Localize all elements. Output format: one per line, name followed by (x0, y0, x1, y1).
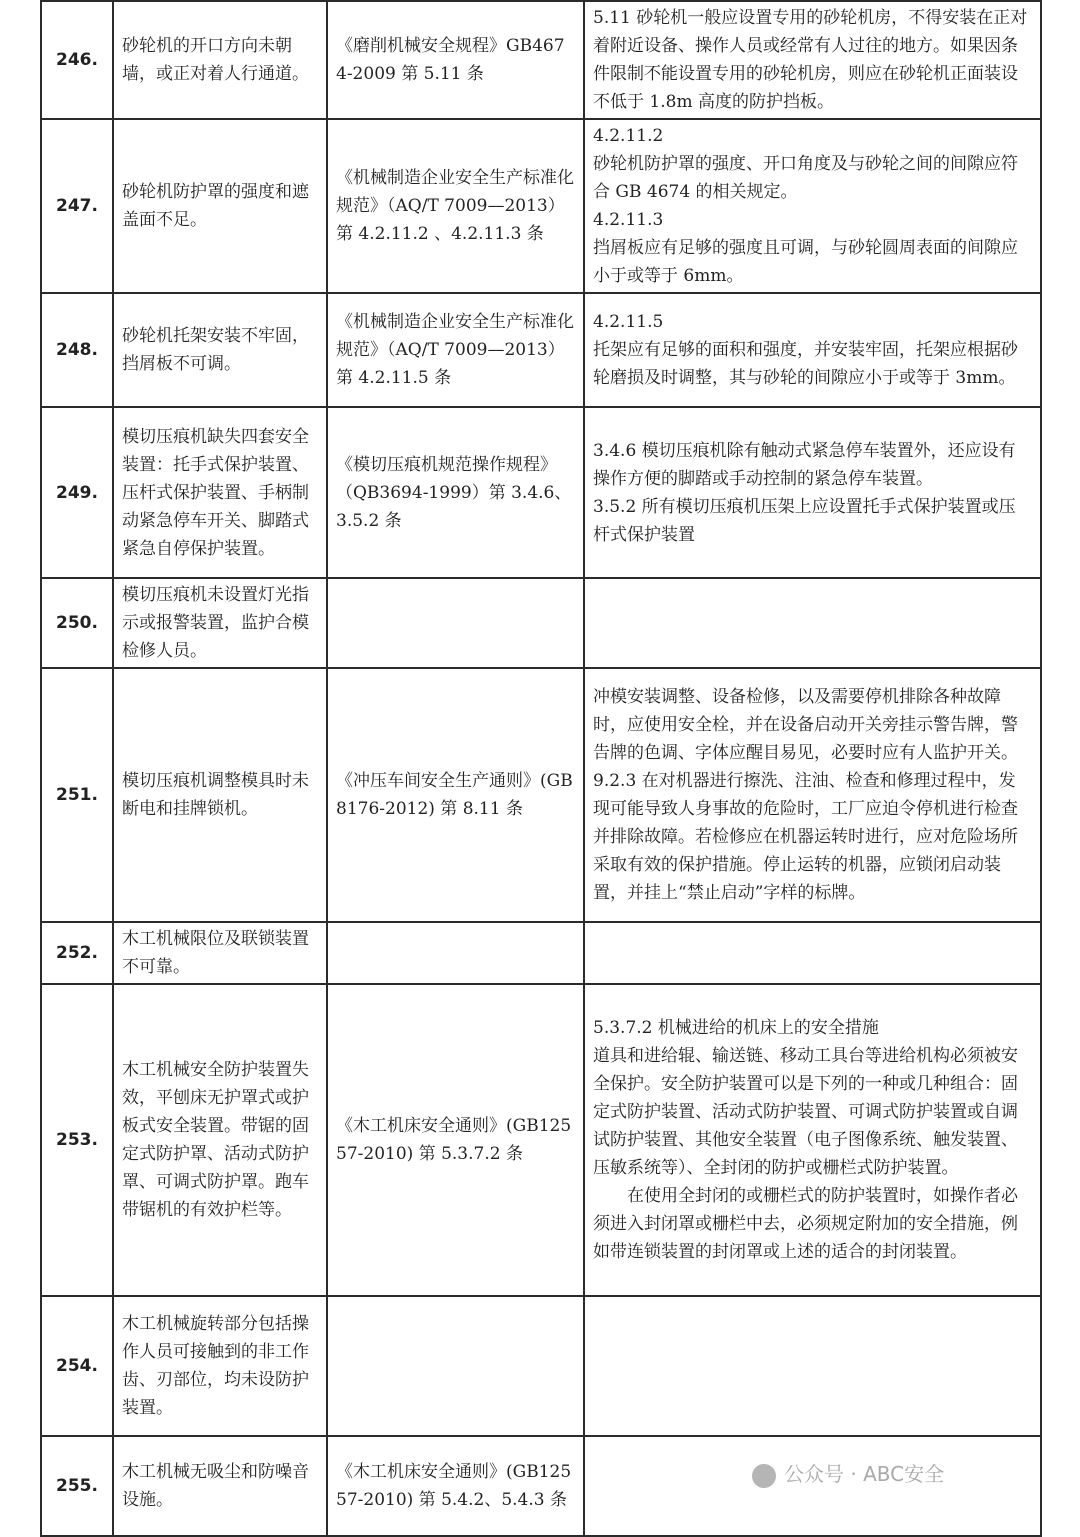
row-number: 255. (41, 1436, 113, 1536)
table-row (41, 1296, 1041, 1436)
hazard-description: 木工机械限位及联锁装置不可靠。 (113, 922, 327, 984)
requirement-text (584, 407, 1041, 578)
hazard-description: 砂轮机防护罩的强度和遮盖面不足。 (113, 119, 327, 293)
table-row (41, 922, 1041, 984)
standard-reference: 《机械制造企业安全生产标准化规范》（AQ/T 7009—2013） 第 4.2.11.5 条 (327, 293, 584, 407)
hazard-description: 木工机械安全防护装置失效，平刨床无护罩式或护板式安全装置。带锯的固定式防护罩、活动式防护罩、可调式防护罩。跑车带锯机的有效护栏等。 (113, 984, 327, 1296)
table-row (41, 578, 1041, 668)
requirement-text (584, 1296, 1041, 1436)
hazard-table (40, 0, 1042, 1537)
standard-reference: 《冲压车间安全生产通则》(GB8176-2012) 第 8.11 条 (327, 668, 584, 922)
hazard-description: 木工机械无吸尘和防噪音设施。 (113, 1436, 327, 1536)
requirement-paragraph: 3.5.2 所有模切压痕机压架上应设置托手式保护装置或压杆式保护装置 (593, 496, 1016, 545)
requirement-text (584, 293, 1041, 407)
table-row (41, 1, 1041, 119)
standard-reference (327, 578, 584, 668)
requirement-paragraph: 托架应有足够的面积和强度，并安装牢固，托架应根据砂轮磨损及时调整，其与砂轮的间隙应小于或等于 3mm。 (593, 340, 1018, 388)
wechat-icon (752, 1464, 776, 1488)
standard-reference (327, 1296, 584, 1436)
row-number: 246. (41, 1, 113, 119)
row-number: 251. (41, 668, 113, 922)
standard-reference: 《木工机床安全通则》(GB12557-2010) 第 5.4.2、5.4.3 条 (327, 1436, 584, 1536)
row-number: 249. (41, 407, 113, 578)
table-row (41, 668, 1041, 922)
requirement-paragraph: 砂轮机防护罩的强度、开口角度及与砂轮之间的间隙应符合 GB 4674 的相关规定。 (593, 154, 1018, 202)
table-row (41, 293, 1041, 407)
hazard-description: 木工机械旋转部分包括操作人员可接触到的非工作齿、刃部位，均未设防护装置。 (113, 1296, 327, 1436)
requirement-paragraph: 3.4.6 模切压痕机除有触动式紧急停车装置外，还应设有操作方便的脚踏或手动控制的紧急停车装置。 (593, 440, 1016, 489)
row-number: 247. (41, 119, 113, 293)
standard-reference: 《机械制造企业安全生产标准化规范》（AQ/T 7009—2013） 第 4.2.11.2 、4.2.11.3 条 (327, 119, 584, 293)
standard-reference: 《木工机床安全通则》(GB12557-2010) 第 5.3.7.2 条 (327, 984, 584, 1296)
requirement-paragraph: 在使用全封闭的或栅栏式的防护装置时，如操作者必须进入封闭罩或栅栏中去，必须规定附加的安全措施，例如带连锁装置的封闭罩或上述的适合的封闭装置。 (593, 1186, 1018, 1262)
row-number: 253. (41, 984, 113, 1296)
requirement-paragraph: 4.2.11.2 (593, 126, 664, 146)
hazard-description: 模切压痕机调整模具时未断电和挂牌锁机。 (113, 668, 327, 922)
requirement-text (584, 922, 1041, 984)
requirement-text (584, 1, 1041, 119)
requirement-paragraph: 5.3.7.2 机械进给的机床上的安全措施 (593, 1018, 879, 1038)
requirement-paragraph: 5.11 砂轮机一般应设置专用的砂轮机房，不得安装在正对着附近设备、操作人员或经常有人过往的地方。如果因条件限制不能设置专用的砂轮机房，则应在砂轮机正面装设不低于 1.8m 高度的防护挡板。 (593, 8, 1028, 112)
requirement-paragraph: 挡屑板应有足够的强度且可调，与砂轮圆周表面的间隙应小于或等于 6mm。 (593, 238, 1018, 286)
table-row (41, 119, 1041, 293)
hazard-description: 模切压痕机未设置灯光指示或报警装置，监护合模检修人员。 (113, 578, 327, 668)
requirement-paragraph: 4.2.11.3 (593, 210, 664, 230)
standard-reference: 《模切压痕机规范操作规程》（QB3694-1999）第 3.4.6、3.5.2 条 (327, 407, 584, 578)
row-number: 248. (41, 293, 113, 407)
watermark-text: 公众号 · ABC安全 (784, 1462, 945, 1486)
hazard-description: 砂轮机的开口方向未朝墙，或正对着人行通道。 (113, 1, 327, 119)
requirement-paragraph: 道具和进给辊、输送链、移动工具台等进给机构必须被安全保护。安全防护装置可以是下列的一种或几种组合：固定式防护装置、活动式防护装置、可调式防护装置或自调试防护装置、其他安全装置（电子图像系统、触发装置、压敏系统等）、全封闭的防护或栅栏式防护装置。 (593, 1046, 1018, 1178)
table-row (41, 407, 1041, 578)
watermark (752, 1458, 944, 1488)
requirement-text (584, 668, 1041, 922)
requirement-paragraph: 4.2.11.5 (593, 312, 664, 332)
row-number: 254. (41, 1296, 113, 1436)
table-row (41, 984, 1041, 1296)
requirement-text (584, 578, 1041, 668)
standard-reference: 《磨削机械安全规程》GB4674-2009 第 5.11 条 (327, 1, 584, 119)
hazard-description: 模切压痕机缺失四套安全装置：托手式保护装置、压杆式保护装置、手柄制动紧急停车开关、脚踏式紧急自停保护装置。 (113, 407, 327, 578)
requirement-text (584, 119, 1041, 293)
hazard-description: 砂轮机托架安装不牢固，挡屑板不可调。 (113, 293, 327, 407)
row-number: 250. (41, 578, 113, 668)
requirement-paragraph: 冲模安装调整、设备检修，以及需要停机排除各种故障时，应使用安全栓，并在设备启动开关旁挂示警告牌，警告牌的色调、字体应醒目易见，必要时应有人监护开关。9.2.3 在对机器进行擦洗、注油、检查和修理过程中，发现可能导致人身事故的危险时，工厂应迫令停机进行检查并排除故障。若检修应在机器运转时进行，应对危险场所采取有效的保护措施。停止运转的机器，应锁闭启动装置，并挂上“禁止启动”字样的标牌。 (593, 687, 1018, 903)
standard-reference (327, 922, 584, 984)
requirement-text (584, 984, 1041, 1296)
row-number: 252. (41, 922, 113, 984)
